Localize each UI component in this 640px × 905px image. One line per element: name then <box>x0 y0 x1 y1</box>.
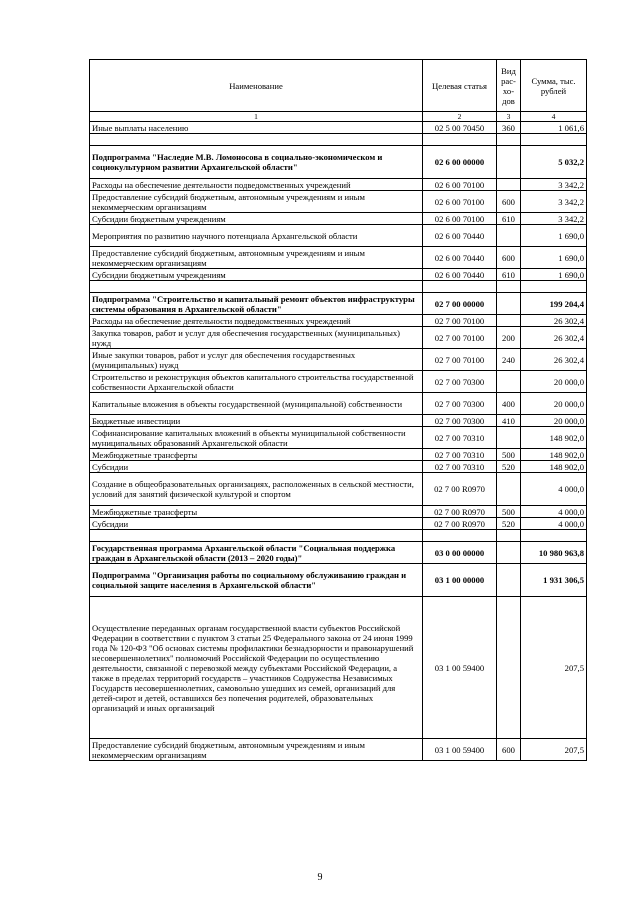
cell-target-article: 03 0 00 00000 <box>423 542 497 564</box>
cell-target-article: 02 7 00 70310 <box>423 449 497 461</box>
table-row <box>90 146 587 179</box>
cell-expense-type <box>497 427 521 449</box>
cell-amount: 26 302,4 <box>521 315 587 327</box>
budget-document <box>89 59 586 761</box>
table-row <box>90 461 587 473</box>
cell-expense-type <box>497 473 521 506</box>
cell-target-article: 02 5 00 70450 <box>423 122 497 134</box>
spacer-cell <box>497 530 521 542</box>
cell-expense-type <box>497 315 521 327</box>
cell-amount: 26 302,4 <box>521 349 587 371</box>
spacer-cell <box>521 281 587 293</box>
cell-amount: 4 000,0 <box>521 518 587 530</box>
cell-amount: 1 690,0 <box>521 225 587 247</box>
spacer-row <box>90 134 587 146</box>
cell-name: Строительство и реконструкция объектов капитального строительства государственной собственности Архангельской области <box>90 371 423 393</box>
cell-name: Осуществление переданных органам государственной власти субъектов Российской Федерации в соответствии с пунктом 3 статьи 25 Федерального закона от 24 июня 1999 года № 120-ФЗ "Об основах системы профилактики безнадзорности и правонарушений несовершеннолетних" полномочий Российской Федерации по осуществлению деятельности, связанной с перевозкой между субъектами Российской Федерации, а также в пределах территорий государств – участников Содружества Независимых Государств несовершеннолетних, самовольно ушедших из семей, организаций для детей-сирот и детей, оставшихся без попечения родителей, образовательных организаций и иных организаций <box>90 597 423 739</box>
cell-name: Предоставление субсидий бюджетным, автономным учреждениям и иным некоммерческим организациям <box>90 739 423 761</box>
cell-name: Мероприятия по развитию научного потенциала Архангельской области <box>90 225 423 247</box>
cell-amount: 3 342,2 <box>521 191 587 213</box>
header-sum: Сумма, тыс. рублей <box>521 60 587 112</box>
cell-expense-type <box>497 564 521 597</box>
cell-amount: 148 902,0 <box>521 449 587 461</box>
cell-amount: 199 204,4 <box>521 293 587 315</box>
header-code: Целевая статья <box>423 60 497 112</box>
cell-name: Капитальные вложения в объекты государственной (муниципальной) собственности <box>90 393 423 415</box>
cell-target-article: 03 1 00 59400 <box>423 739 497 761</box>
cell-name: Межбюджетные трансферты <box>90 449 423 461</box>
cell-amount: 1 931 306,5 <box>521 564 587 597</box>
cell-amount: 20 000,0 <box>521 393 587 415</box>
cell-name: Создание в общеобразовательных организациях, расположенных в сельской местности, условий для занятий физической культурой и спортом <box>90 473 423 506</box>
cell-amount: 1 061,6 <box>521 122 587 134</box>
cell-target-article: 03 1 00 59400 <box>423 597 497 739</box>
cell-amount: 4 000,0 <box>521 506 587 518</box>
cell-expense-type: 600 <box>497 191 521 213</box>
cell-target-article: 02 7 00 R0970 <box>423 518 497 530</box>
cell-target-article: 02 7 00 70300 <box>423 371 497 393</box>
budget-table <box>89 59 587 761</box>
cell-expense-type: 500 <box>497 506 521 518</box>
header-name: Наименование <box>90 60 423 112</box>
cell-expense-type: 610 <box>497 269 521 281</box>
cell-amount: 3 342,2 <box>521 213 587 225</box>
spacer-cell <box>423 134 497 146</box>
spacer-cell <box>497 134 521 146</box>
cell-name: Субсидии бюджетным учреждениям <box>90 213 423 225</box>
cell-amount: 10 980 963,8 <box>521 542 587 564</box>
table-row <box>90 597 587 739</box>
spacer-cell <box>423 530 497 542</box>
cell-target-article: 02 7 00 70310 <box>423 461 497 473</box>
cell-expense-type: 610 <box>497 213 521 225</box>
spacer-row <box>90 281 587 293</box>
table-row <box>90 225 587 247</box>
cell-name: Подпрограмма "Строительство и капитальный ремонт объектов инфраструктуры системы образования в Архангельской области" <box>90 293 423 315</box>
table-row <box>90 179 587 191</box>
table-header-row <box>90 60 587 112</box>
table-row <box>90 293 587 315</box>
cell-amount: 4 000,0 <box>521 473 587 506</box>
table-row <box>90 739 587 761</box>
page-number: 9 <box>317 872 323 883</box>
table-row <box>90 122 587 134</box>
cell-amount: 20 000,0 <box>521 371 587 393</box>
table-row <box>90 269 587 281</box>
column-number-row <box>90 112 587 122</box>
cell-target-article: 02 7 00 R0970 <box>423 473 497 506</box>
cell-target-article: 02 7 00 70300 <box>423 393 497 415</box>
table-row <box>90 473 587 506</box>
table-row <box>90 518 587 530</box>
budget-table-body <box>90 60 587 761</box>
table-row <box>90 315 587 327</box>
cell-expense-type <box>497 371 521 393</box>
spacer-cell <box>90 530 423 542</box>
cell-amount: 148 902,0 <box>521 461 587 473</box>
cell-name: Предоставление субсидий бюджетным, автономным учреждениям и иным некоммерческим организациям <box>90 191 423 213</box>
table-row <box>90 191 587 213</box>
cell-amount: 207,5 <box>521 739 587 761</box>
table-row <box>90 506 587 518</box>
cell-amount: 5 032,2 <box>521 146 587 179</box>
table-row <box>90 427 587 449</box>
cell-amount: 3 342,2 <box>521 179 587 191</box>
cell-expense-type: 500 <box>497 449 521 461</box>
cell-expense-type: 400 <box>497 393 521 415</box>
cell-name: Подпрограмма "Организация работы по социальному обслуживанию граждан и социальной защите населения в Архангельской области" <box>90 564 423 597</box>
cell-expense-type: 520 <box>497 461 521 473</box>
cell-name: Расходы на обеспечение деятельности подведомственных учреждений <box>90 179 423 191</box>
cell-target-article: 02 7 00 70100 <box>423 327 497 349</box>
cell-target-article: 02 7 00 70300 <box>423 415 497 427</box>
cell-name: Расходы на обеспечение деятельности подведомственных учреждений <box>90 315 423 327</box>
cell-target-article: 02 7 00 70310 <box>423 427 497 449</box>
cell-name: Субсидии бюджетным учреждениям <box>90 269 423 281</box>
table-row <box>90 449 587 461</box>
spacer-cell <box>497 281 521 293</box>
cell-expense-type: 360 <box>497 122 521 134</box>
spacer-cell <box>423 281 497 293</box>
column-number-1: 1 <box>90 112 423 122</box>
cell-name: Закупка товаров, работ и услуг для обеспечения государственных (муниципальных) нужд <box>90 327 423 349</box>
cell-expense-type <box>497 293 521 315</box>
table-row <box>90 213 587 225</box>
cell-expense-type: 200 <box>497 327 521 349</box>
column-number-3: 3 <box>497 112 521 122</box>
cell-name: Предоставление субсидий бюджетным, автономным учреждениям и иным некоммерческим организациям <box>90 247 423 269</box>
cell-name: Бюджетные инвестиции <box>90 415 423 427</box>
table-row <box>90 327 587 349</box>
spacer-cell <box>90 281 423 293</box>
cell-name: Подпрограмма "Наследие М.В. Ломоносова в социально-экономическом и социокультурном развитии Архангельской области" <box>90 146 423 179</box>
cell-amount: 148 902,0 <box>521 427 587 449</box>
cell-target-article: 02 6 00 70440 <box>423 225 497 247</box>
cell-expense-type <box>497 146 521 179</box>
cell-expense-type: 240 <box>497 349 521 371</box>
column-number-2: 2 <box>423 112 497 122</box>
cell-target-article: 03 1 00 00000 <box>423 564 497 597</box>
table-row <box>90 247 587 269</box>
header-vid: Вид рас-хо-дов <box>497 60 521 112</box>
cell-target-article: 02 6 00 70100 <box>423 213 497 225</box>
column-number-4: 4 <box>521 112 587 122</box>
cell-expense-type: 600 <box>497 247 521 269</box>
cell-name: Субсидии <box>90 518 423 530</box>
cell-expense-type <box>497 225 521 247</box>
cell-name: Иные выплаты населению <box>90 122 423 134</box>
cell-expense-type: 410 <box>497 415 521 427</box>
cell-target-article: 02 6 00 70100 <box>423 179 497 191</box>
cell-target-article: 02 6 00 00000 <box>423 146 497 179</box>
cell-amount: 20 000,0 <box>521 415 587 427</box>
spacer-row <box>90 530 587 542</box>
cell-amount: 1 690,0 <box>521 247 587 269</box>
cell-name: Межбюджетные трансферты <box>90 506 423 518</box>
table-row <box>90 393 587 415</box>
cell-target-article: 02 6 00 70100 <box>423 191 497 213</box>
cell-amount: 1 690,0 <box>521 269 587 281</box>
table-row <box>90 564 587 597</box>
spacer-cell <box>521 134 587 146</box>
spacer-cell <box>90 134 423 146</box>
cell-expense-type <box>497 542 521 564</box>
cell-name: Государственная программа Архангельской области "Социальная поддержка граждан в Архангельской области (2013 – 2020 годы)" <box>90 542 423 564</box>
cell-expense-type <box>497 179 521 191</box>
cell-target-article: 02 7 00 00000 <box>423 293 497 315</box>
cell-expense-type: 600 <box>497 739 521 761</box>
spacer-cell <box>521 530 587 542</box>
cell-name: Иные закупки товаров, работ и услуг для обеспечения государственных (муниципальных) нужд <box>90 349 423 371</box>
cell-target-article: 02 7 00 R0970 <box>423 506 497 518</box>
cell-name: Софинансирование капитальных вложений в объекты муниципальной собственности муниципальных образований Архангельской области <box>90 427 423 449</box>
cell-name: Субсидии <box>90 461 423 473</box>
table-row <box>90 349 587 371</box>
table-row <box>90 542 587 564</box>
table-row <box>90 415 587 427</box>
cell-target-article: 02 7 00 70100 <box>423 315 497 327</box>
cell-expense-type: 520 <box>497 518 521 530</box>
cell-target-article: 02 6 00 70440 <box>423 269 497 281</box>
table-row <box>90 371 587 393</box>
cell-amount: 26 302,4 <box>521 327 587 349</box>
cell-expense-type <box>497 597 521 739</box>
cell-amount: 207,5 <box>521 597 587 739</box>
cell-target-article: 02 7 00 70100 <box>423 349 497 371</box>
cell-target-article: 02 6 00 70440 <box>423 247 497 269</box>
